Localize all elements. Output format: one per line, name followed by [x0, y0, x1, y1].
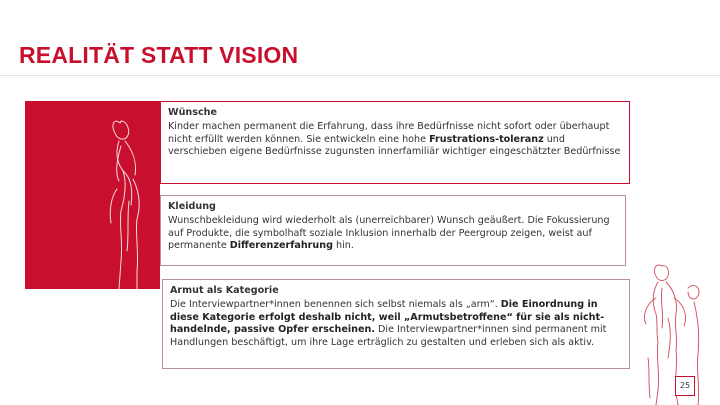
red-figure-panel: [25, 101, 160, 289]
section-emphasis: Differenzerfahrung: [229, 240, 333, 252]
page-number: 25: [675, 376, 695, 396]
slide-title: REALITÄT STATT VISION: [19, 42, 299, 68]
section-text: Die Interviewpartner*innen benennen sich selbst niemals als „arm“.: [170, 299, 501, 311]
section-kleidung: [160, 195, 626, 266]
section-text: hin.: [332, 240, 354, 252]
section-text: Wunschbekleidung wird wiederholt als (unerreichbarer) Wunsch geäußert. Die Fokussierung auf Produkte, die symbolhaft soziale Inklusion innerhalb der Peergroup zeigen, weist auf permanente: [168, 215, 610, 252]
figure-sketch-icon: [628, 258, 720, 405]
section-text: und verschieben eigene Bedürfnisse zugunsten innerfamiliär wichtiger eingeschätzter Bedürfnisse: [168, 133, 621, 158]
section-armut-als-kategorie: [162, 279, 630, 369]
section-text: Die Interviewpartner*innen sind permanent mit Handlungen beschäftigt, um ihre Lage erträglich zu gestalten und erleben sich als aktiv.: [170, 324, 607, 348]
section-heading: Wünsche: [168, 107, 217, 118]
section-heading: Kleidung: [168, 201, 216, 212]
figure-sketch-icon: [25, 101, 160, 289]
section-text: Kinder machen permanent die Erfahrung, dass ihre Bedürfnisse nicht sofort oder überhaupt nicht erfüllt werden können. Sie entwickeln eine hohe: [168, 121, 610, 145]
section-emphasis: Frustrations-toleranz: [429, 133, 544, 145]
section-heading: Armut als Kategorie: [170, 285, 279, 296]
title-divider: [0, 75, 720, 76]
section-emphasis: Die Einordnung in diese Kategorie erfolgt deshalb nicht, weil „Armutsbetroffene“ für sie als nicht-handelnde, passive Opfer erscheinen.: [170, 299, 605, 336]
section-wuensche: [160, 101, 630, 184]
